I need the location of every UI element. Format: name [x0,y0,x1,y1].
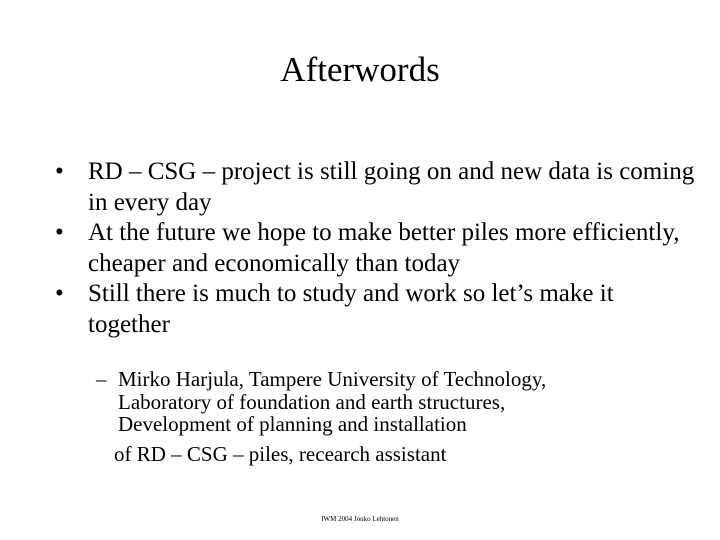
signature-line: Development of planning and installation [118,412,467,436]
bullet-icon: • [55,158,64,185]
signature-line: Laboratory of foundation and earth structures, [118,389,506,414]
bullet-text: Still there is much to study and work so let’s make it together [88,280,614,338]
author-signature-block [96,368,676,465]
dash-icon: – [96,367,107,391]
signature-line: of RD – CSG – piles, recearch assistant [114,441,447,466]
bullet-icon: • [55,280,64,307]
bullet-icon: • [55,219,64,246]
bullet-item [55,279,695,340]
slide-title: Afterwords [280,50,440,89]
bullet-item [55,157,695,218]
signature-line: Mirko Harjula, Tampere University of Technology, [118,367,547,391]
bullet-text: At the future we hope to make better piles more efficiently, cheaper and economically than today [88,219,680,277]
bullet-text: RD – CSG – project is still going on and new data is coming in every day [88,158,695,216]
bullet-list [55,157,695,340]
slide-footer: IWM 2004 Jouko Lehtonen [321,515,399,523]
bullet-item [55,218,695,279]
